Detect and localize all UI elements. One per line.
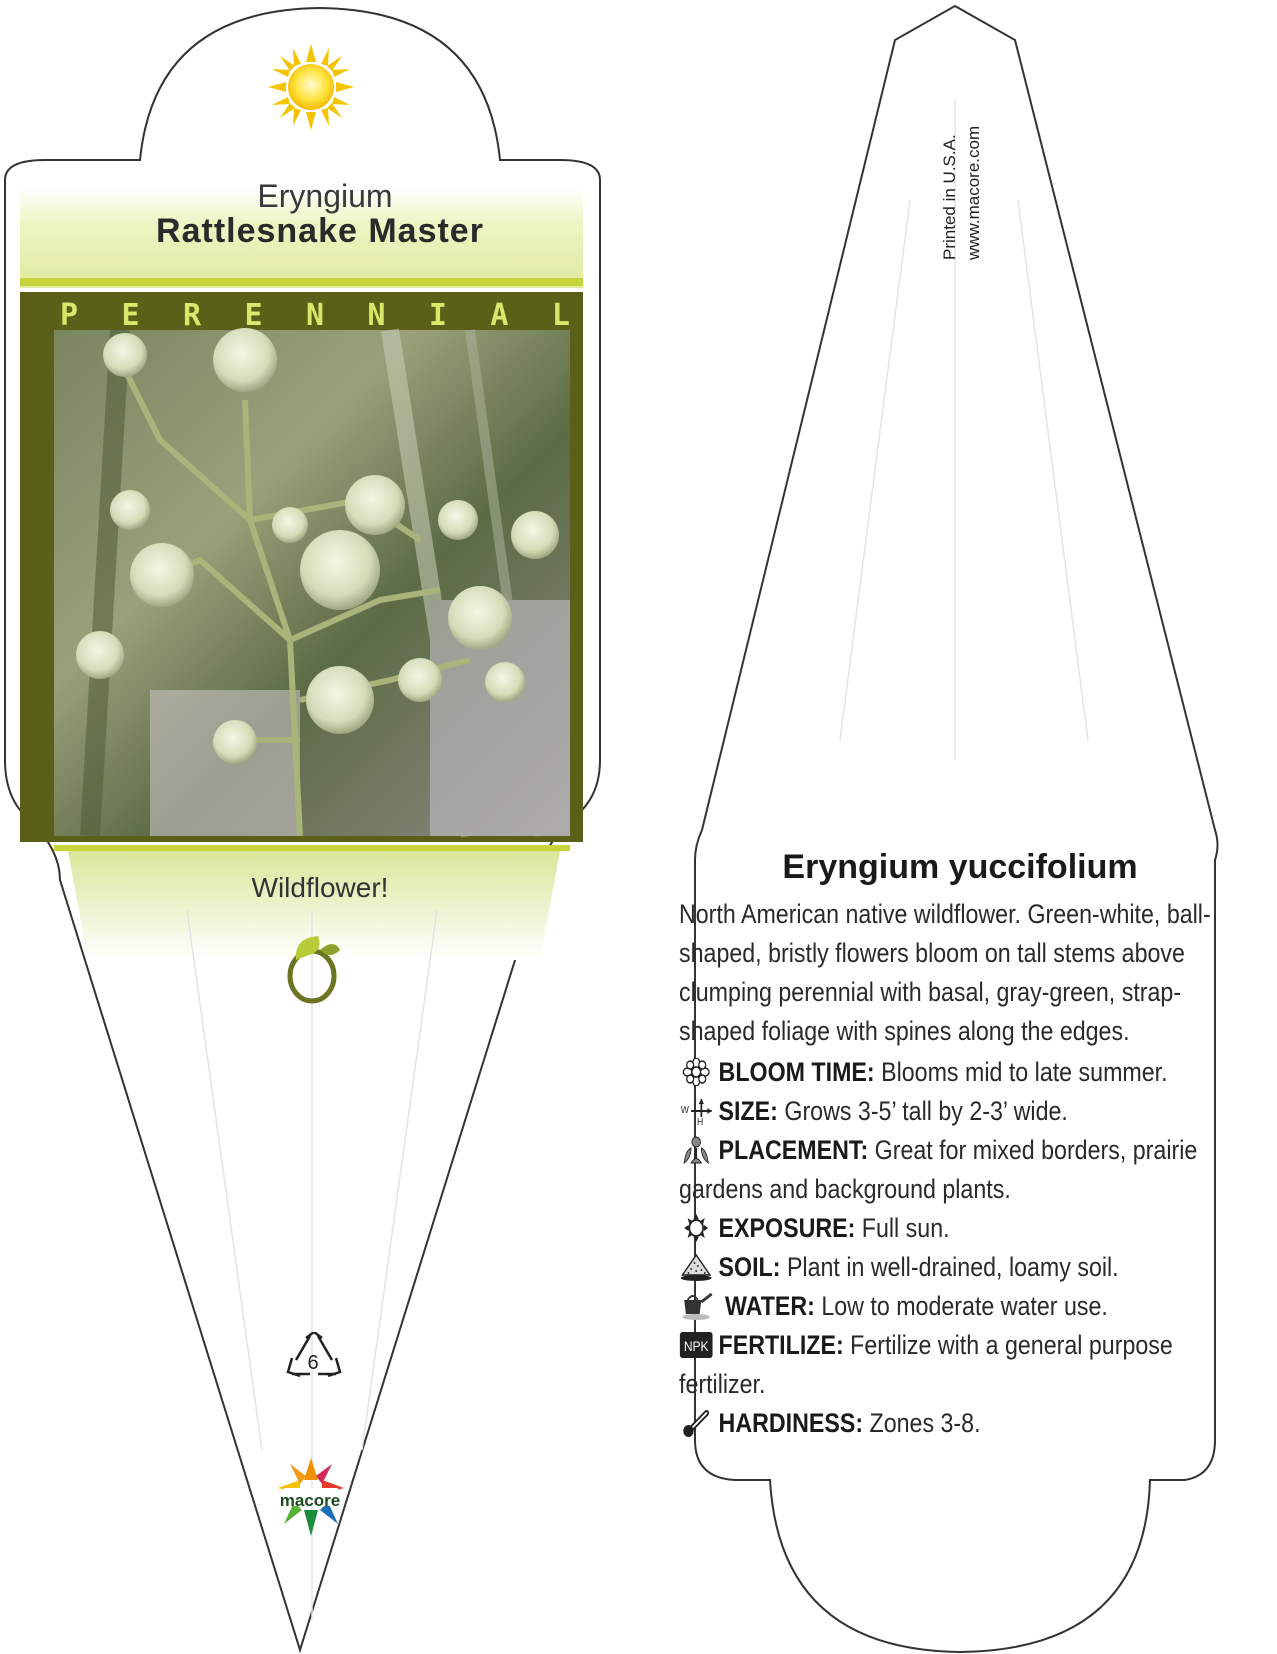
size-w-label: W <box>680 1104 689 1116</box>
care-text: Plant in well-drained, loamy soil. <box>786 1252 1119 1282</box>
category-letter: N <box>367 298 386 333</box>
size-h-label: H <box>697 1116 704 1125</box>
print-info <box>940 50 1010 260</box>
category-letter: E <box>244 298 263 333</box>
category-letter: P <box>60 298 79 333</box>
care-label: PLACEMENT: <box>718 1135 869 1165</box>
category-letter: L <box>551 298 570 333</box>
recycle-number: 6 <box>307 1352 319 1374</box>
care-size <box>679 1092 1247 1131</box>
flower-icon <box>679 1058 713 1086</box>
care-hardiness <box>679 1404 1247 1443</box>
sprout-icon <box>284 932 342 1004</box>
watering-can-icon <box>679 1292 713 1320</box>
category-letter: E <box>121 298 140 333</box>
botanical-name: Eryngium yuccifolium <box>782 848 1138 886</box>
placement-icon <box>679 1136 713 1164</box>
care-label: EXPOSURE: <box>718 1213 856 1243</box>
plant-common-name: Rattlesnake Master <box>156 212 484 250</box>
care-soil <box>679 1248 1247 1287</box>
category-letter: R <box>182 298 202 333</box>
plant-genus: Eryngium <box>257 178 393 214</box>
care-text: Grows 3-5’ tall by 2-3’ wide. <box>784 1096 1068 1126</box>
care-text: Full sun. <box>861 1213 950 1243</box>
npk-label: NPK <box>683 1338 709 1355</box>
care-label: SOIL: <box>718 1252 781 1282</box>
care-text: Great for mixed borders, prairie gardens and background plants. <box>679 1135 1198 1204</box>
care-text: Low to moderate water use. <box>821 1291 1108 1321</box>
category-letter: A <box>490 298 509 333</box>
care-text: Blooms mid to late summer. <box>881 1057 1168 1087</box>
category-letter: N <box>305 298 324 333</box>
care-label: WATER: <box>725 1291 815 1321</box>
care-bloom-time <box>679 1053 1247 1092</box>
care-placement <box>679 1131 1247 1209</box>
care-fertilize <box>679 1326 1247 1404</box>
plant-description: North American native wildflower. Green-white, ball-shaped, bristly flowers bloom on tall stems above clumping perennial with basal, gray-green, strap-shaped foliage with spines along the edges. <box>679 899 1211 1046</box>
category-letter: I <box>428 298 447 333</box>
care-water <box>679 1287 1247 1326</box>
care-label: HARDINESS: <box>718 1408 864 1438</box>
soil-icon <box>679 1253 713 1281</box>
care-exposure <box>679 1209 1247 1248</box>
care-text: Zones 3-8. <box>869 1408 981 1438</box>
tagline: Wildflower! <box>251 872 389 903</box>
thermometer-icon <box>679 1409 713 1437</box>
sun-outline-icon <box>679 1214 713 1242</box>
website-label: www.macore.com <box>964 125 983 260</box>
brand-name: macore <box>279 1491 341 1510</box>
sun-icon <box>268 44 354 130</box>
size-icon <box>679 1097 713 1125</box>
care-label: BLOOM TIME: <box>718 1057 875 1087</box>
printed-in-label: Printed in U.S.A. <box>940 134 959 260</box>
care-label: FERTILIZE: <box>718 1330 844 1360</box>
npk-icon <box>679 1331 713 1359</box>
category-label <box>60 298 570 333</box>
care-text: Fertilize with a general purpose fertilizer. <box>679 1330 1173 1399</box>
care-label: SIZE: <box>718 1096 778 1126</box>
